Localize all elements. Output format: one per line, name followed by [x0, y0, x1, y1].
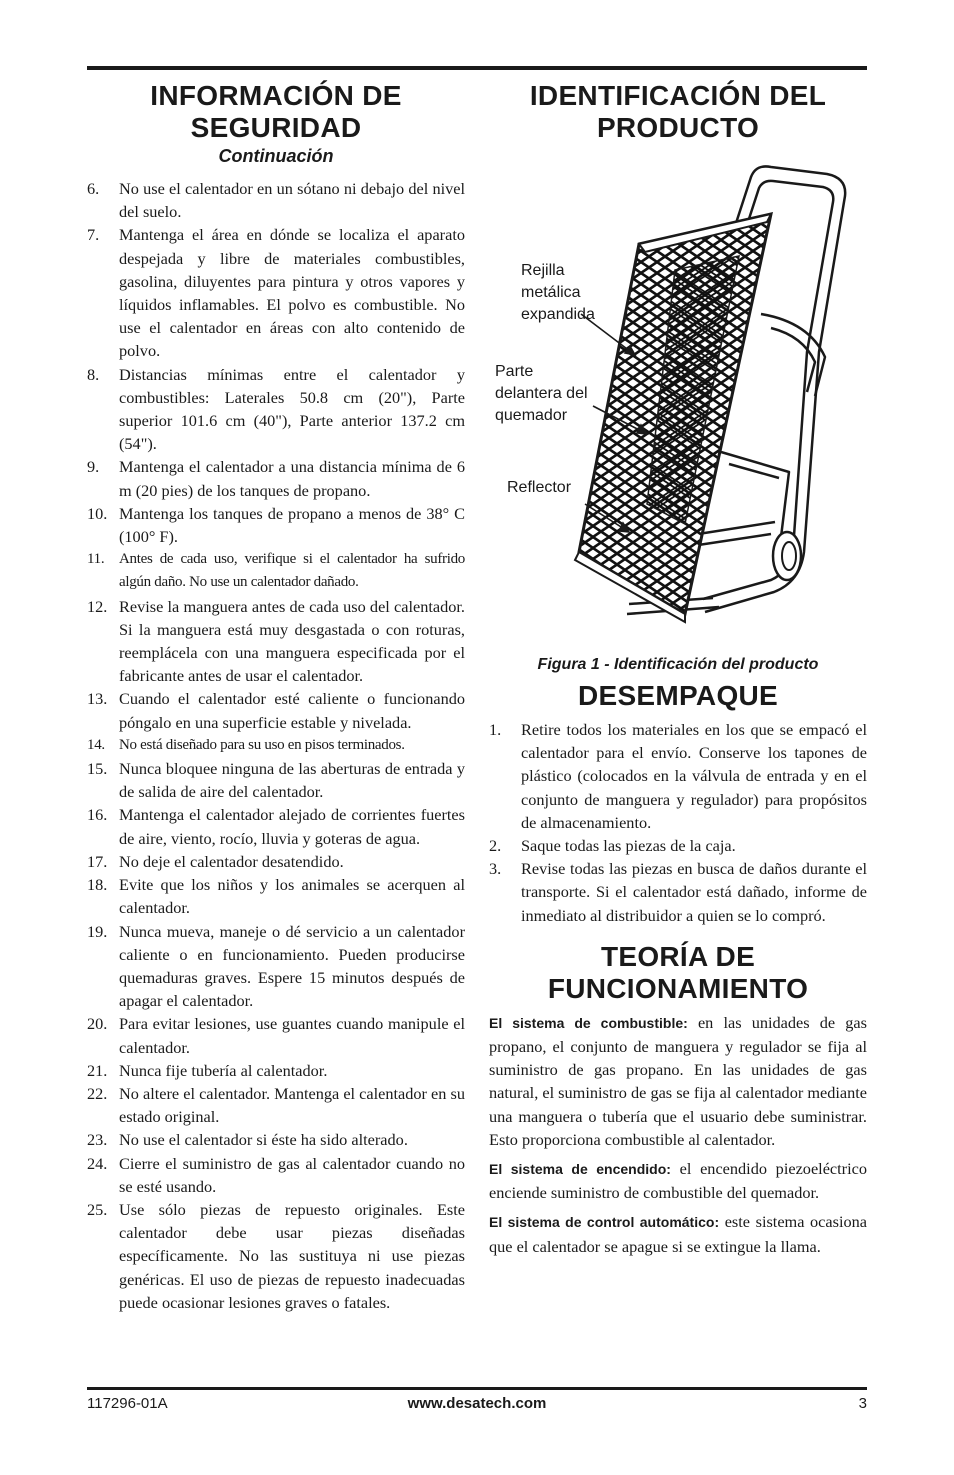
theory-title — [489, 941, 867, 1005]
list-item-text: Cuando el calentador esté caliente o funcionando póngalo en una superficie estable y nivelada. — [119, 689, 465, 732]
list-item — [87, 873, 465, 919]
label-reflector: Reflector — [507, 479, 572, 496]
label-burner-line2: delantera del — [495, 385, 588, 402]
list-item-number: 23. — [87, 1130, 108, 1150]
list-item-text: Cierre el suministro de gas al calentador cuando no se esté usando. — [119, 1153, 465, 1196]
list-item — [87, 1198, 465, 1314]
label-burner — [495, 361, 588, 427]
label-burner-line3: quemador — [495, 407, 568, 424]
list-item-text: Nunca fije tubería al calentador. — [119, 1060, 328, 1080]
list-item-number: 12. — [87, 596, 108, 616]
list-item-number: 9. — [87, 457, 100, 477]
list-item-text: No está diseñado para su uso en pisos terminados. — [119, 736, 405, 753]
list-item-text: Revise todas las piezas en busca de daños durante el transporte. Si el calentador está dañado, informe de inmediato al distribuidor a quien se lo compró. — [521, 859, 867, 925]
theory-term: El sistema de control automático: — [489, 1214, 720, 1231]
safety-subtitle: Continuación — [218, 146, 334, 166]
product-id-title-line1: IDENTIFICACIÓN DEL — [529, 80, 827, 111]
list-item — [87, 803, 465, 849]
list-item-number: 24. — [87, 1153, 108, 1173]
label-grill — [521, 260, 595, 326]
safety-title — [87, 80, 465, 144]
doc-number: 117296-01A — [87, 1395, 168, 1412]
list-item — [87, 595, 465, 688]
list-item-text: Use sólo piezas de repuesto originales. Este calentador debe usar piezas diseñadas específicamente. No las sustituya ni use piezas genéricas. El uso de piezas de repuesto inadecuadas puede ocasionar lesiones graves o fatales. — [119, 1199, 465, 1312]
list-item-text: Nunca mueva, maneje o dé servicio a un calentador caliente o en funcionamiento. Pueden producirse quemaduras graves. Espere 15 minutos después de apagar el calentador. — [119, 921, 465, 1011]
list-item — [87, 177, 465, 223]
list-item-number: 8. — [87, 364, 100, 384]
product-id-title-line2: PRODUCTO — [596, 112, 760, 143]
safety-list — [87, 177, 465, 1314]
theory-title-line1: TEORÍA DE — [600, 940, 756, 972]
theory-term: El sistema de encendido: — [489, 1161, 671, 1178]
list-item-number: 18. — [87, 875, 108, 895]
list-item-number: 3. — [489, 859, 502, 879]
list-item — [87, 850, 465, 873]
list-item-text: Nunca bloquee ninguna de las aberturas de entrada y de salida de aire del calentador. — [119, 759, 465, 802]
list-item — [489, 718, 867, 834]
list-item-text: No use el calentador en un sótano ni debajo del nivel del suelo. — [119, 179, 465, 222]
label-burner-line1: Parte — [495, 363, 534, 380]
left-column — [87, 80, 465, 1314]
list-item-text: Mantenga el área en dónde se localiza el aparato despejada y libre de materiales combustibles, gasolina, diluyentes para pintura y otros vapores y líquidos inflamables. El polvo es combustible. No use el calentador en áreas con alto contenido de polvo. — [119, 225, 465, 361]
list-item — [87, 757, 465, 803]
theory-text: este sistema ocasiona que el calentador se apague si se extingue la llama. — [489, 1212, 867, 1256]
list-item-text: Para evitar lesiones, use guantes cuando manipule el calentador. — [119, 1014, 465, 1057]
list-item — [87, 363, 465, 456]
safety-title-line1: INFORMACIÓN DE — [150, 80, 402, 111]
list-item-number: 19. — [87, 921, 108, 941]
list-item-number: 13. — [87, 689, 108, 709]
list-item — [87, 734, 465, 757]
list-item-text: No deje el calentador desatendido. — [119, 851, 344, 871]
list-item-number: 16. — [87, 805, 108, 825]
list-item-number: 7. — [87, 225, 100, 245]
list-item-number: 10. — [87, 503, 108, 523]
list-item-number: 15. — [87, 759, 108, 779]
label-grill-line1: Rejilla — [521, 262, 565, 279]
list-item — [87, 1082, 465, 1128]
figure-caption: Figura 1 - Identificación del producto — [537, 656, 819, 673]
list-item — [489, 834, 867, 857]
list-item-text: No use el calentador si éste ha sido alterado. — [119, 1130, 408, 1150]
list-item-text: No altere el calentador. Mantenga el calentador en su estado original. — [119, 1083, 465, 1127]
safety-title-line2: SEGURIDAD — [190, 112, 362, 143]
list-item-text: Distancias mínimas entre el calentador y combustibles: Laterales 50.8 cm (20"), Parte superior 101.6 cm (40"), Parte anterior 137.2 cm (54"). — [119, 364, 465, 454]
list-item-number: 2. — [489, 836, 502, 856]
list-item-number: 17. — [87, 851, 108, 871]
theory-paragraph — [489, 1157, 867, 1204]
list-item-number: 22. — [87, 1083, 108, 1103]
theory-section — [489, 1011, 867, 1258]
list-item — [87, 548, 465, 594]
list-item — [87, 687, 465, 733]
list-item — [87, 1152, 465, 1198]
list-item-text: Mantenga el calentador a una distancia mínima de 6 m (20 pies) de los tanques de propano. — [119, 457, 465, 500]
theory-text: en las unidades de gas propano, el conjunto de manguera y regulador se fija al suministro de gas propano. En las unidades de gas natural, el suministro de gas se fija al calentador mediante una manguera o tubería que el usuario debe suministrar. Esto proporciona combustible al calentador. — [489, 1012, 867, 1149]
list-item — [87, 455, 465, 501]
list-item-text: Mantenga el calentador alejado de corrientes fuertes de aire, viento, rocío, lluvia y goteras de agua. — [119, 805, 465, 848]
product-id-title — [489, 80, 867, 144]
bottom-rule — [87, 1387, 867, 1390]
label-grill-line2: metálica — [521, 284, 581, 301]
theory-paragraph — [489, 1210, 867, 1257]
list-item — [87, 1128, 465, 1151]
list-item-number: 20. — [87, 1014, 108, 1034]
theory-paragraph — [489, 1011, 867, 1151]
theory-title-line2: FUNCIONAMIENTO — [547, 972, 809, 1004]
unpack-title: DESEMPAQUE — [577, 680, 779, 711]
list-item-text: Mantenga los tanques de propano a menos de 38° C (100° F). — [119, 503, 465, 547]
list-item-text: Saque todas las piezas de la caja. — [521, 836, 736, 856]
list-item-number: 11. — [87, 551, 105, 568]
list-item — [87, 223, 465, 362]
list-item-text: Antes de cada uso, verifique si el calentador ha sufrido algún daño. No use un calentador dañado. — [119, 551, 465, 591]
list-item — [489, 857, 867, 927]
top-rule — [87, 66, 867, 70]
right-column — [489, 80, 867, 1264]
list-item — [87, 920, 465, 1013]
list-item — [87, 1012, 465, 1058]
list-item — [87, 1059, 465, 1082]
label-grill-line3: expandida — [521, 306, 595, 323]
list-item-number: 21. — [87, 1060, 108, 1080]
list-item-number: 6. — [87, 179, 100, 198]
theory-text: el encendido piezoeléctrico enciende suministro de combustible del quemador. — [489, 1159, 867, 1203]
page-number: 3 — [858, 1395, 867, 1412]
unpack-list — [489, 718, 867, 927]
list-item-text: Revise la manguera antes de cada uso del calentador. Si la manguera está muy desgastada o con roturas, reemplácela con una manguera especificada por el fabricante antes de usar el calentador. — [119, 596, 465, 686]
product-figure — [489, 152, 867, 652]
theory-term: El sistema de combustible: — [489, 1014, 688, 1031]
website-link[interactable]: www.desatech.com — [407, 1395, 547, 1412]
list-item-number: 14. — [87, 736, 105, 753]
list-item-number: 1. — [489, 720, 502, 739]
list-item-text: Retire todos los materiales en los que se empacó el calentador para el envío. Conserve los tapones de plástico (colocados en la válvula de entrada y en el conjunto de manguera y regulador) para propósitos de almacenamiento. — [521, 720, 867, 832]
list-item — [87, 502, 465, 548]
list-item-number: 25. — [87, 1199, 108, 1219]
list-item-text: Evite que los niños y los animales se acerquen al calentador. — [119, 875, 465, 918]
